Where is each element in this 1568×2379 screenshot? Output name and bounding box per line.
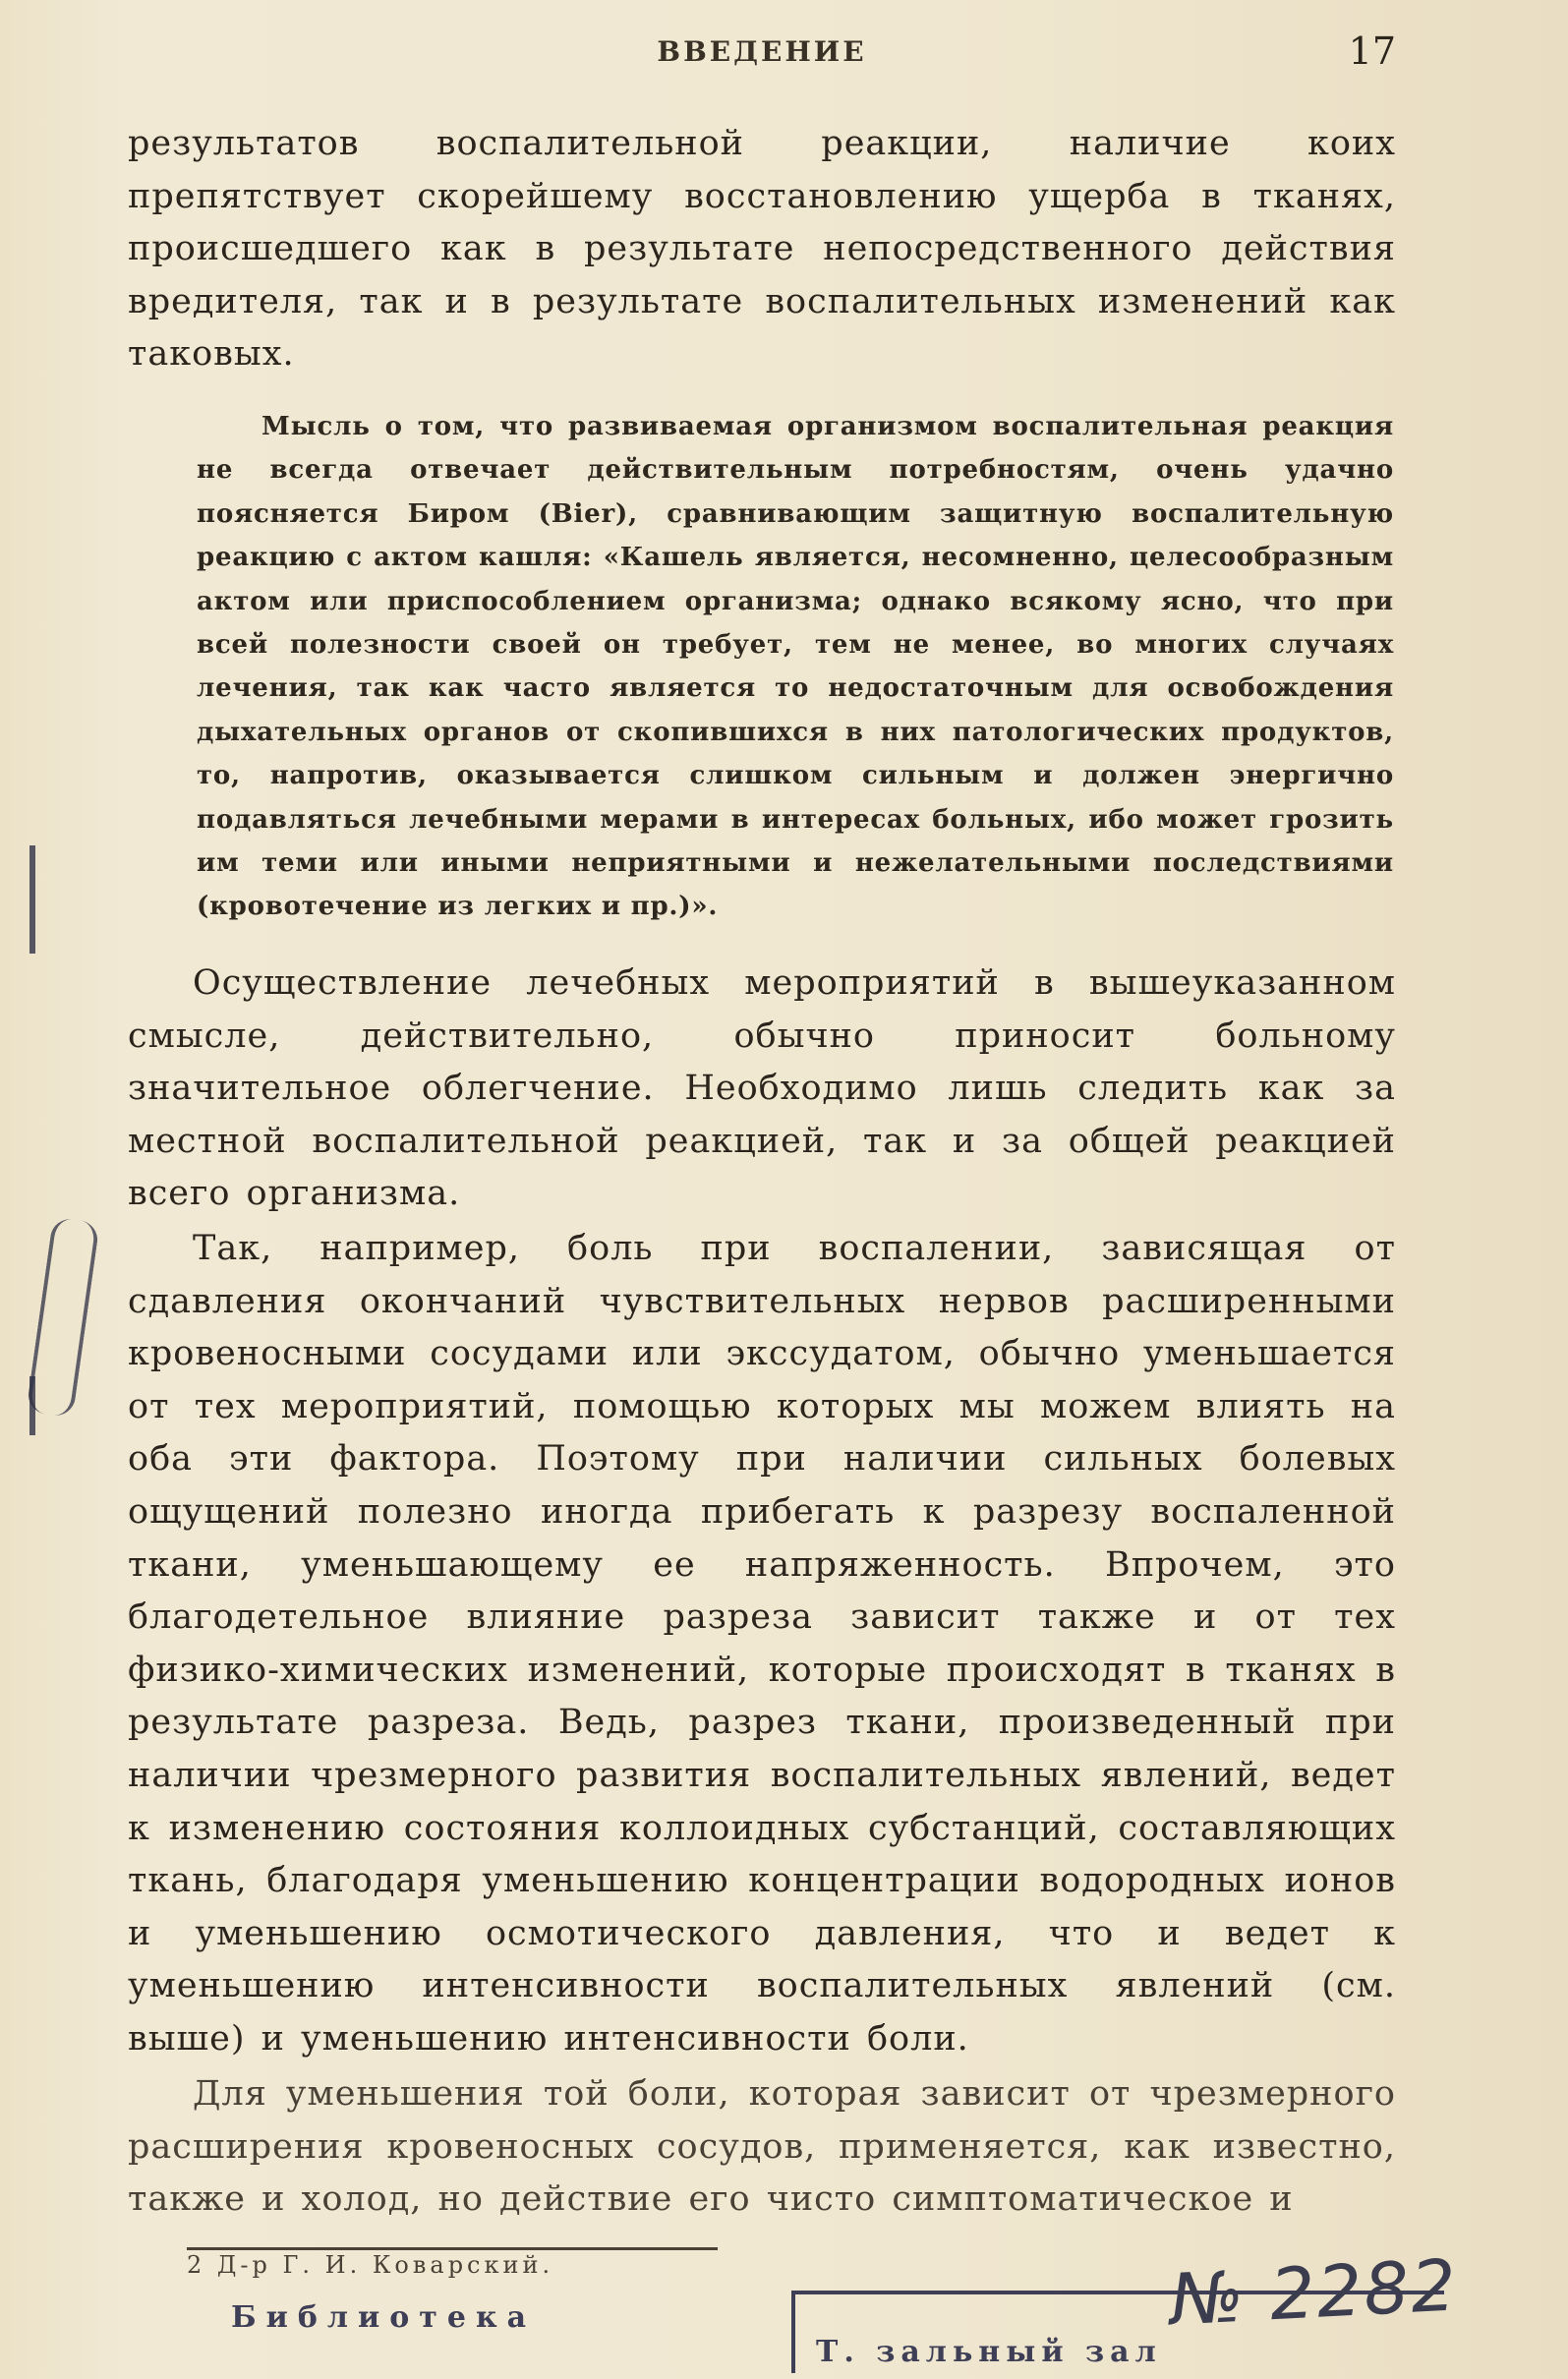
page-header [128, 29, 1396, 79]
footer-rule [187, 2247, 718, 2250]
page-number: 17 [1348, 29, 1396, 73]
paragraph-cold: Для уменьшения той боли, которая зависит от чрезмерного расширения кровеносных сосудов, применяется, как известно, также и холод, но действие его чисто симптоматическое и [128, 2074, 1396, 2220]
margin-mark-bottom [29, 1376, 35, 1435]
paragraph-pain: Так, например, боль при воспалении, зависящая от сдавления окончаний чувствительных нервов расширенными кровеносными сосудами или экссудатом, обычно уменьшается от тех мероприятий, помощью которых мы можем влиять на оба эти фактора. Поэтому при наличии сильных болевых ощущений полезно иногда прибегать к разрезу воспаленной ткани, уменьшающему ее напряженность. Впрочем, это благодетельное влияние разреза зависит также и от тех физико-химических изменений, которые происходят в тканях в результате разреза. Ведь, разрез ткани, произведенный при наличии чрезмерного развития воспалительных явлений, ведет к изменению состояния коллоидных субстанций, составляющих ткань, благодаря уменьшению концентрации водородных ионов и уменьшению осмотического давления, что и ведет к уменьшению интенсивности воспалительных явлений (см. выше) и уменьшению интенсивности боли. [128, 1229, 1396, 2059]
paragraph-continuation: результатов воспалительной реакции, наличие коих препятствует скорейшему восстановлению ущерба в тканях, происшедшего как в результате непосредственного действия вредителя, так и в результате воспалительных изменений как таковых. [128, 124, 1396, 375]
margin-handwritten-mark [26, 1217, 99, 1419]
quoted-note: Мысль о том, что развиваемая организмом воспалительная реакция не всегда отвечает действительным потребностям, очень удачно поясняется Биром (Bier), сравнивающим защитную воспалительную реакцию с актом кашля: «Кашель является, несомненно, целесообразным актом или приспособлением организма; однако всякому ясно, что при всей полезности своей он требует, тем не менее, во многих случаях лечения, так как часто является то недостаточным для освобождения дыхательных органов от скопившихся в них патологических продуктов, то, напротив, оказывается слишком сильным и должен энергично подавляться лечебными мерами в интересах больных, ибо может грозить им теми или иными неприятными и нежелательными последствиями (кровотечение из легких и пр.)». [197, 412, 1394, 922]
reading-room-stamp: Т. зальный зал [816, 2335, 1162, 2369]
library-stamp: Библиотека [231, 2300, 537, 2335]
paragraph-treatment: Осуществление лечебных мероприятий в вышеуказанном смысле, действительно, обычно приносит больному значительное облегчение. Необходимо лишь следить как за местной воспалительной реакцией, так и за общей реакцией всего организма. [128, 963, 1396, 1214]
running-head: ВВЕДЕНИЕ [657, 35, 867, 68]
footer-signature: 2 Д-р Г. И. Коварский. [187, 2251, 554, 2279]
margin-mark-top [29, 845, 35, 954]
inventory-number-stamp: № 2282 [1168, 2243, 1461, 2342]
